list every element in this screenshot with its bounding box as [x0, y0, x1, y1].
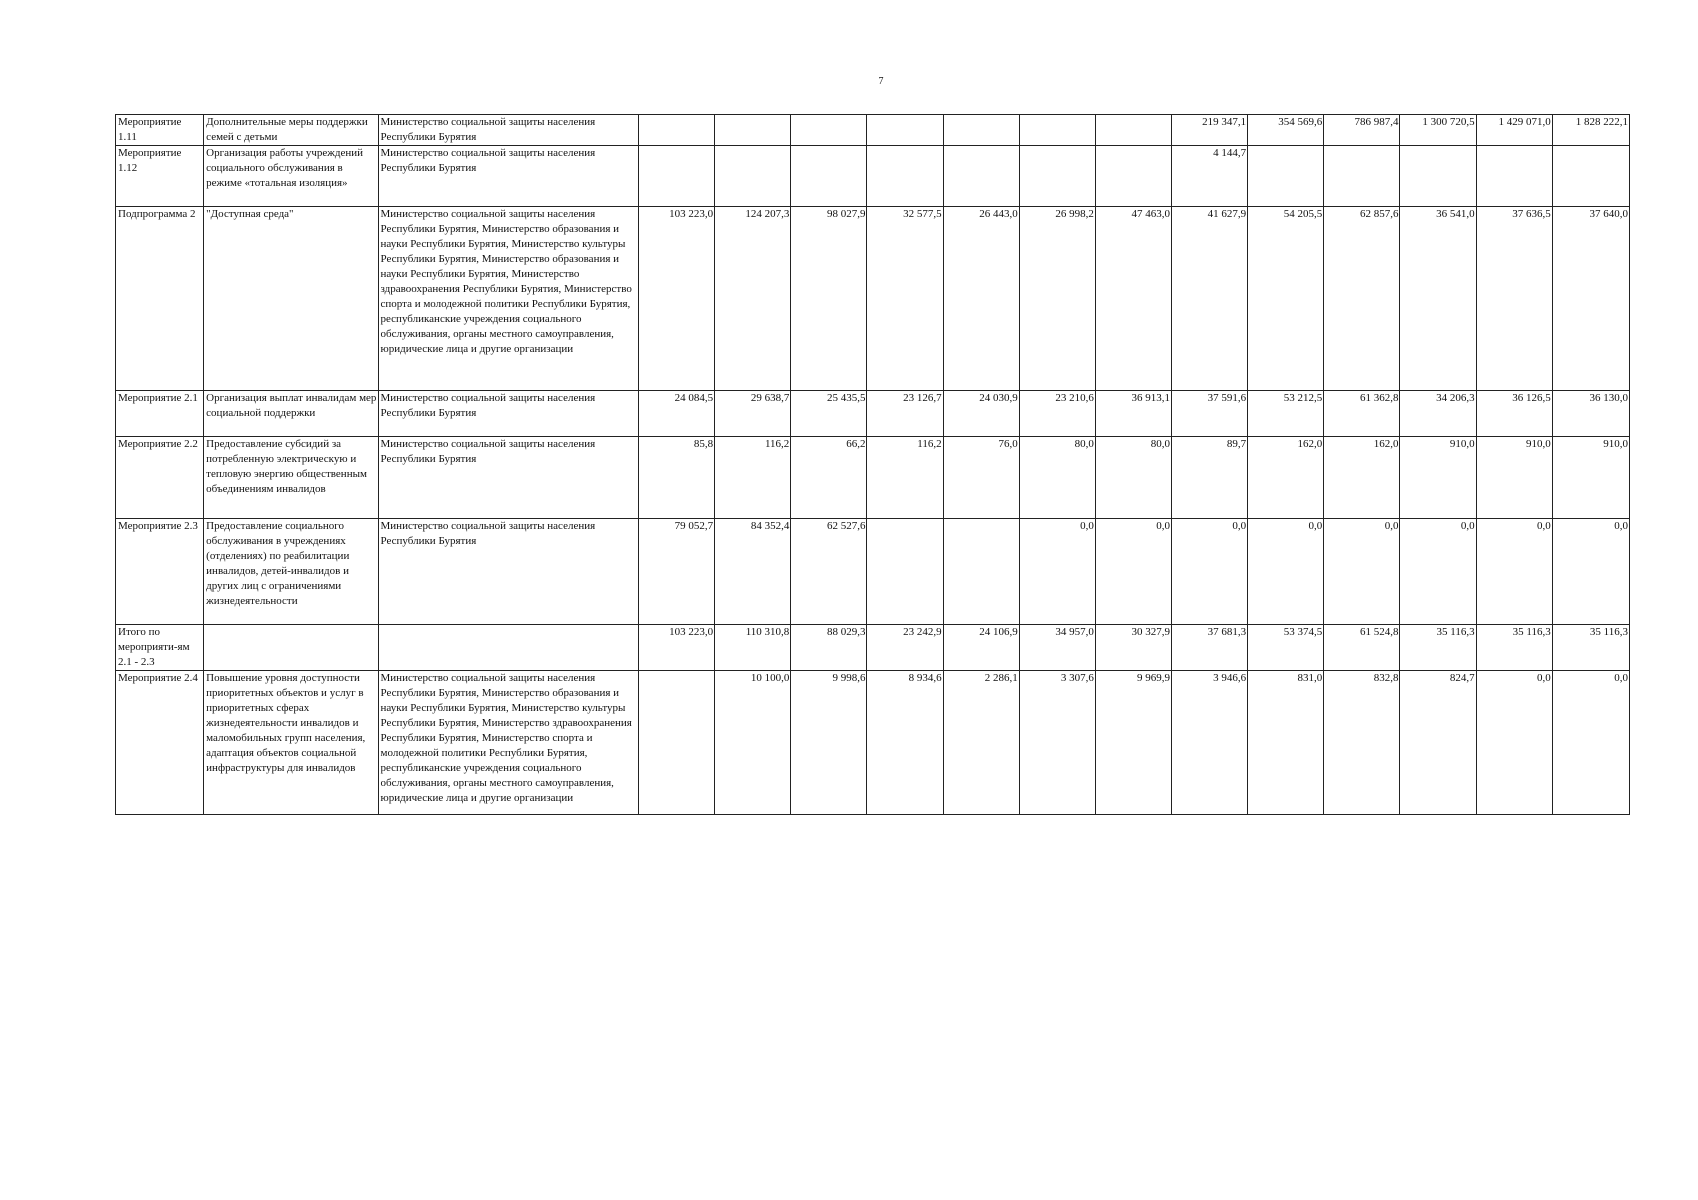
value-cell: 23 242,9: [867, 625, 943, 671]
value-cell: 2 286,1: [943, 671, 1019, 815]
value-cell: 61 362,8: [1324, 391, 1400, 437]
value-cell: [639, 671, 715, 815]
row-code-cell: Мероприятие 1.11: [116, 115, 204, 146]
value-cell: 26 998,2: [1019, 207, 1095, 391]
value-cell: 831,0: [1248, 671, 1324, 815]
value-cell: 10 100,0: [715, 671, 791, 815]
value-cell: 61 524,8: [1324, 625, 1400, 671]
value-cell: 162,0: [1248, 437, 1324, 519]
value-cell: 88 029,3: [791, 625, 867, 671]
row-name-cell: Повышение уровня доступности приоритетных объектов и услуг в приоритетных сферах жизнедеятельности инвалидов и маломобильных групп населения, адаптация объектов социальной инфраструктуры для инвалидов: [204, 671, 378, 815]
value-cell: 124 207,3: [715, 207, 791, 391]
value-cell: [639, 115, 715, 146]
value-cell: 54 205,5: [1248, 207, 1324, 391]
value-cell: 9 969,9: [1095, 671, 1171, 815]
table-row: [116, 519, 1630, 625]
value-cell: 910,0: [1400, 437, 1476, 519]
row-executor-cell: Министерство социальной защиты населения Республики Бурятия, Министерство образования и науки Республики Бурятия, Министерство культуры Республики Бурятия, Министерство образования и науки Республики Бурятия, Министерство здравоохранения Республики Бурятия, Министерство спорта и молодежной политики Республики Бурятия, республиканские учреждения социального обслуживания, органы местного самоуправления, юридические лица и другие организации: [378, 207, 639, 391]
value-cell: 3 946,6: [1172, 671, 1248, 815]
value-cell: [1248, 146, 1324, 207]
value-cell: 786 987,4: [1324, 115, 1400, 146]
row-name-cell: Организация работы учреждений социального обслуживания в режиме «тотальная изоляция»: [204, 146, 378, 207]
row-code-cell: Мероприятие 2.3: [116, 519, 204, 625]
value-cell: 79 052,7: [639, 519, 715, 625]
value-cell: 8 934,6: [867, 671, 943, 815]
value-cell: [943, 146, 1019, 207]
value-cell: 85,8: [639, 437, 715, 519]
value-cell: 34 957,0: [1019, 625, 1095, 671]
value-cell: 110 310,8: [715, 625, 791, 671]
value-cell: [867, 146, 943, 207]
table-row: [116, 391, 1630, 437]
value-cell: 41 627,9: [1172, 207, 1248, 391]
value-cell: [1095, 115, 1171, 146]
value-cell: 824,7: [1400, 671, 1476, 815]
value-cell: 25 435,5: [791, 391, 867, 437]
value-cell: 37 636,5: [1476, 207, 1552, 391]
value-cell: 1 828 222,1: [1552, 115, 1629, 146]
value-cell: 35 116,3: [1552, 625, 1629, 671]
value-cell: 47 463,0: [1095, 207, 1171, 391]
value-cell: 1 300 720,5: [1400, 115, 1476, 146]
value-cell: [1095, 146, 1171, 207]
value-cell: 23 126,7: [867, 391, 943, 437]
value-cell: 29 638,7: [715, 391, 791, 437]
value-cell: 26 443,0: [943, 207, 1019, 391]
row-code-cell: Мероприятие 2.2: [116, 437, 204, 519]
row-name-cell: Предоставление субсидий за потребленную электрическую и тепловую энергию общественным объединениям инвалидов: [204, 437, 378, 519]
value-cell: [1476, 146, 1552, 207]
row-executor-cell: Министерство социальной защиты населения Республики Бурятия, Министерство образования и науки Республики Бурятия, Министерство культуры Республики Бурятия, Министерство здравоохранения Республики Бурятия, Министерство спорта и молодежной политики Республики Бурятия, республиканские учреждения социального обслуживания, органы местного самоуправления, юридические лица и другие организации: [378, 671, 639, 815]
value-cell: 4 144,7: [1172, 146, 1248, 207]
value-cell: 910,0: [1476, 437, 1552, 519]
table-row: [116, 115, 1630, 146]
value-cell: 0,0: [1172, 519, 1248, 625]
row-executor-cell: Министерство социальной защиты населения Республики Бурятия: [378, 115, 639, 146]
value-cell: [1019, 115, 1095, 146]
value-cell: 116,2: [715, 437, 791, 519]
value-cell: [791, 146, 867, 207]
value-cell: 53 374,5: [1248, 625, 1324, 671]
value-cell: 80,0: [1095, 437, 1171, 519]
table-row: [116, 625, 1630, 671]
value-cell: 80,0: [1019, 437, 1095, 519]
value-cell: 103 223,0: [639, 207, 715, 391]
value-cell: 53 212,5: [1248, 391, 1324, 437]
page-number: 7: [878, 76, 884, 87]
value-cell: 76,0: [943, 437, 1019, 519]
table-row: [116, 437, 1630, 519]
value-cell: 24 084,5: [639, 391, 715, 437]
row-code-cell: Подпрограмма 2: [116, 207, 204, 391]
value-cell: 0,0: [1248, 519, 1324, 625]
value-cell: 0,0: [1476, 671, 1552, 815]
value-cell: 9 998,6: [791, 671, 867, 815]
value-cell: 37 591,6: [1172, 391, 1248, 437]
value-cell: 35 116,3: [1476, 625, 1552, 671]
value-cell: 62 857,6: [1324, 207, 1400, 391]
value-cell: [1400, 146, 1476, 207]
budget-table: [115, 114, 1630, 815]
value-cell: 37 640,0: [1552, 207, 1629, 391]
value-cell: 0,0: [1095, 519, 1171, 625]
value-cell: 24 030,9: [943, 391, 1019, 437]
value-cell: 0,0: [1324, 519, 1400, 625]
row-name-cell: Дополнительные меры поддержки семей с детьми: [204, 115, 378, 146]
value-cell: 62 527,6: [791, 519, 867, 625]
value-cell: [791, 115, 867, 146]
table-row: [116, 671, 1630, 815]
value-cell: 37 681,3: [1172, 625, 1248, 671]
row-executor-cell: Министерство социальной защиты населения Республики Бурятия: [378, 391, 639, 437]
value-cell: 219 347,1: [1172, 115, 1248, 146]
row-name-cell: "Доступная среда": [204, 207, 378, 391]
value-cell: 354 569,6: [1248, 115, 1324, 146]
value-cell: 66,2: [791, 437, 867, 519]
value-cell: [943, 519, 1019, 625]
value-cell: 0,0: [1476, 519, 1552, 625]
value-cell: 910,0: [1552, 437, 1629, 519]
row-code-cell: Мероприятие 2.1: [116, 391, 204, 437]
value-cell: 832,8: [1324, 671, 1400, 815]
value-cell: [1324, 146, 1400, 207]
value-cell: 1 429 071,0: [1476, 115, 1552, 146]
value-cell: [943, 115, 1019, 146]
value-cell: 3 307,6: [1019, 671, 1095, 815]
value-cell: 36 126,5: [1476, 391, 1552, 437]
value-cell: 103 223,0: [639, 625, 715, 671]
row-code-cell: Мероприятие 2.4: [116, 671, 204, 815]
value-cell: [867, 115, 943, 146]
value-cell: 0,0: [1400, 519, 1476, 625]
value-cell: 23 210,6: [1019, 391, 1095, 437]
row-executor-cell: Министерство социальной защиты населения Республики Бурятия: [378, 146, 639, 207]
value-cell: 116,2: [867, 437, 943, 519]
row-executor-cell: Министерство социальной защиты населения Республики Бурятия: [378, 519, 639, 625]
table-row: [116, 146, 1630, 207]
value-cell: 34 206,3: [1400, 391, 1476, 437]
row-name-cell: [204, 625, 378, 671]
value-cell: 30 327,9: [1095, 625, 1171, 671]
value-cell: 36 913,1: [1095, 391, 1171, 437]
value-cell: 89,7: [1172, 437, 1248, 519]
value-cell: [1019, 146, 1095, 207]
value-cell: [715, 115, 791, 146]
row-code-cell: Мероприятие 1.12: [116, 146, 204, 207]
value-cell: 36 541,0: [1400, 207, 1476, 391]
row-name-cell: Организация выплат инвалидам мер социальной поддержки: [204, 391, 378, 437]
value-cell: 0,0: [1552, 671, 1629, 815]
value-cell: 0,0: [1019, 519, 1095, 625]
value-cell: [639, 146, 715, 207]
value-cell: 32 577,5: [867, 207, 943, 391]
value-cell: 0,0: [1552, 519, 1629, 625]
value-cell: 84 352,4: [715, 519, 791, 625]
value-cell: [1552, 146, 1629, 207]
value-cell: [867, 519, 943, 625]
value-cell: 162,0: [1324, 437, 1400, 519]
value-cell: 35 116,3: [1400, 625, 1476, 671]
table-row: [116, 207, 1630, 391]
value-cell: 36 130,0: [1552, 391, 1629, 437]
value-cell: 24 106,9: [943, 625, 1019, 671]
row-code-cell: Итого по мероприяти-ям 2.1 - 2.3: [116, 625, 204, 671]
row-executor-cell: Министерство социальной защиты населения Республики Бурятия: [378, 437, 639, 519]
value-cell: 98 027,9: [791, 207, 867, 391]
value-cell: [715, 146, 791, 207]
row-executor-cell: [378, 625, 639, 671]
row-name-cell: Предоставление социального обслуживания в учреждениях (отделениях) по реабилитации инвалидов, детей-инвалидов и других лиц с ограничениями жизнедеятельности: [204, 519, 378, 625]
